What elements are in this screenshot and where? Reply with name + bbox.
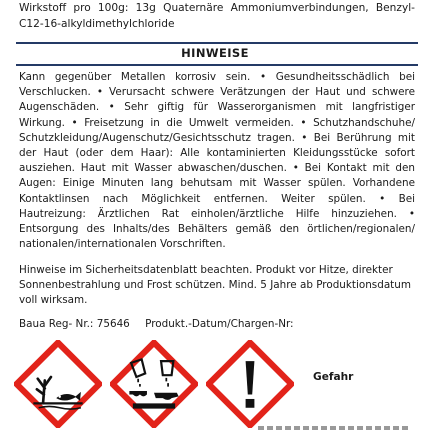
divider-bottom [16,64,418,66]
ghs07-exclamation-icon [206,340,294,428]
baua-reg-number: Baua Reg- Nr.: 75646 [19,318,130,330]
signal-word: Gefahr [313,371,354,383]
batch-date-label: Produkt.-Datum/Chargen-Nr: [145,318,294,330]
storage-instructions: Hinweise im Sicherheitsdatenblatt beachten. Produkt vor Hitze, direkter Sonnenbestrahlung und Frost schützen. Mind. 5 Jahre ab Produktionsdatum voll wirksam. [19,264,411,307]
cut-off-print-fragment [258,426,408,430]
divider-top [16,42,418,44]
hinweise-heading: HINWEISE [181,46,249,60]
ghs05-corrosion-icon [110,340,198,428]
ghs09-environment-icon [14,340,102,428]
ingredients-text: Wirkstoff pro 100g: 13g Quaternäre Ammoniumverbindungen, Benzyl-C12-16-alkyldimethylchloride [19,2,415,30]
registration-line [19,317,415,332]
ghs-pictograms [14,340,314,430]
hazard-statements: Kann gegenüber Metallen korrosiv sein. • Gesundheitsschädlich bei Verschlucken. • Verursacht schwere Verätzungen der Haut und schwere Augenschäden. • Sehr giftig für Wasserorganismen mit langfristiger Wirkung. • Freisetzung in die Umwelt vermeiden. • Schutzhandschuhe/ Schutzkleidung/Augenschutz/Gesichtsschutz tragen. • Bei Berührung mit der Haut (oder dem Haar): Alle kontaminierten Kleidungsstücke sofort ausziehen. Haut mit Wasser abwaschen/duschen. • Bei Kontakt mit den Augen: Einige Minuten lang behutsam mit Wasser spülen. Vorhandene Kontaktlinsen nach Möglichkeit entfernen. Weiter spülen. • Bei Hautreizung: Ärztlichen Rat einholen/ärztliche Hilfe hinzuziehen. • Entsorgung des Inhalts/des Behälters gemäß den örtlichen/regionalen/ nationalen/internationalen Vorschriften. [19,71,415,251]
